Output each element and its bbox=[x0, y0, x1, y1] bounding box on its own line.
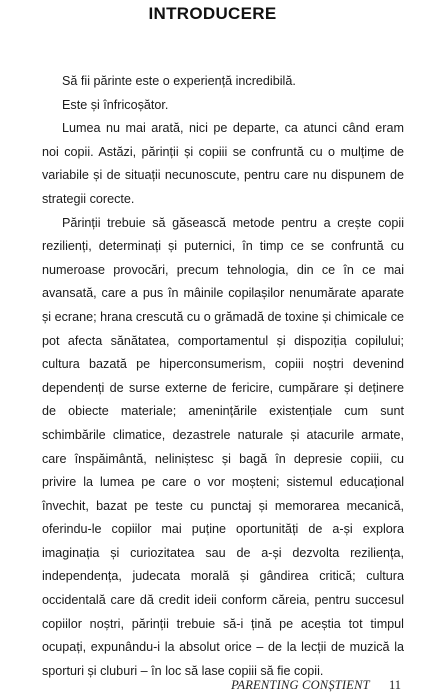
paragraph: Părinții trebuie să găsească metode pentru a crește copii rezilienți, determinați și puternici, în timp ce se confruntă cu numeroase provocări, precum tehnologia, din ce în ce mai avansată, care a pus în mâinile copilașilor nenumărate aparate și ecrane; hrana crescută cu o grămadă de toxine și chimicale ce pot afecta sănătatea, comportamentul și dispoziția copilului; cultura bazată pe hiperconsumerism, copiii noștri devenind dependenți de surse externe de fericire, cumpărare și deținere de obiecte materiale; amenințările existențiale cum sunt schimbările climatice, dezastrele naturale și atacurile armate, care înspăimântă, neliniștesc și bagă în depresie copiii, cu privire la lumea pe care o vor moșteni; sistemul educațional învechit, bazat pe teste cu punctaj și memorarea mecanică, oferindu-le copiilor mai puține oportunități de a-și explora imaginația și curiozitatea sau de a-și dezvolta reziliența, independența, judecata morală și gândirea critică; cultura occidentală care dă credit ideii conform căreia, pentru succesul copiilor noștri, părinții trebuie să-i țină pe aceștia tot timpul ocupați, expunându-i la absolut orice – de la lecții de muzică la sporturi și cluburi – în loc să lase copiii să fie copii. bbox=[42, 215, 404, 678]
chapter-title: INTRODUCERE bbox=[148, 4, 277, 23]
page-footer bbox=[231, 678, 401, 693]
body-text bbox=[42, 70, 404, 683]
page-number: 11 bbox=[388, 678, 401, 692]
paragraph: Lumea nu mai arată, nici pe departe, ca atunci când eram noi copii. Astăzi, părinții și copiii se confruntă cu o mulțime de variabile și de situații necunoscute, pentru care nu dispunem de strategii corecte. bbox=[42, 121, 404, 206]
paragraph: Să fii părinte este o experiență incredibilă. bbox=[62, 74, 296, 88]
running-title: PARENTING CONȘTIENT bbox=[231, 678, 370, 692]
paragraph: Este și înfricoșător. bbox=[62, 97, 169, 112]
